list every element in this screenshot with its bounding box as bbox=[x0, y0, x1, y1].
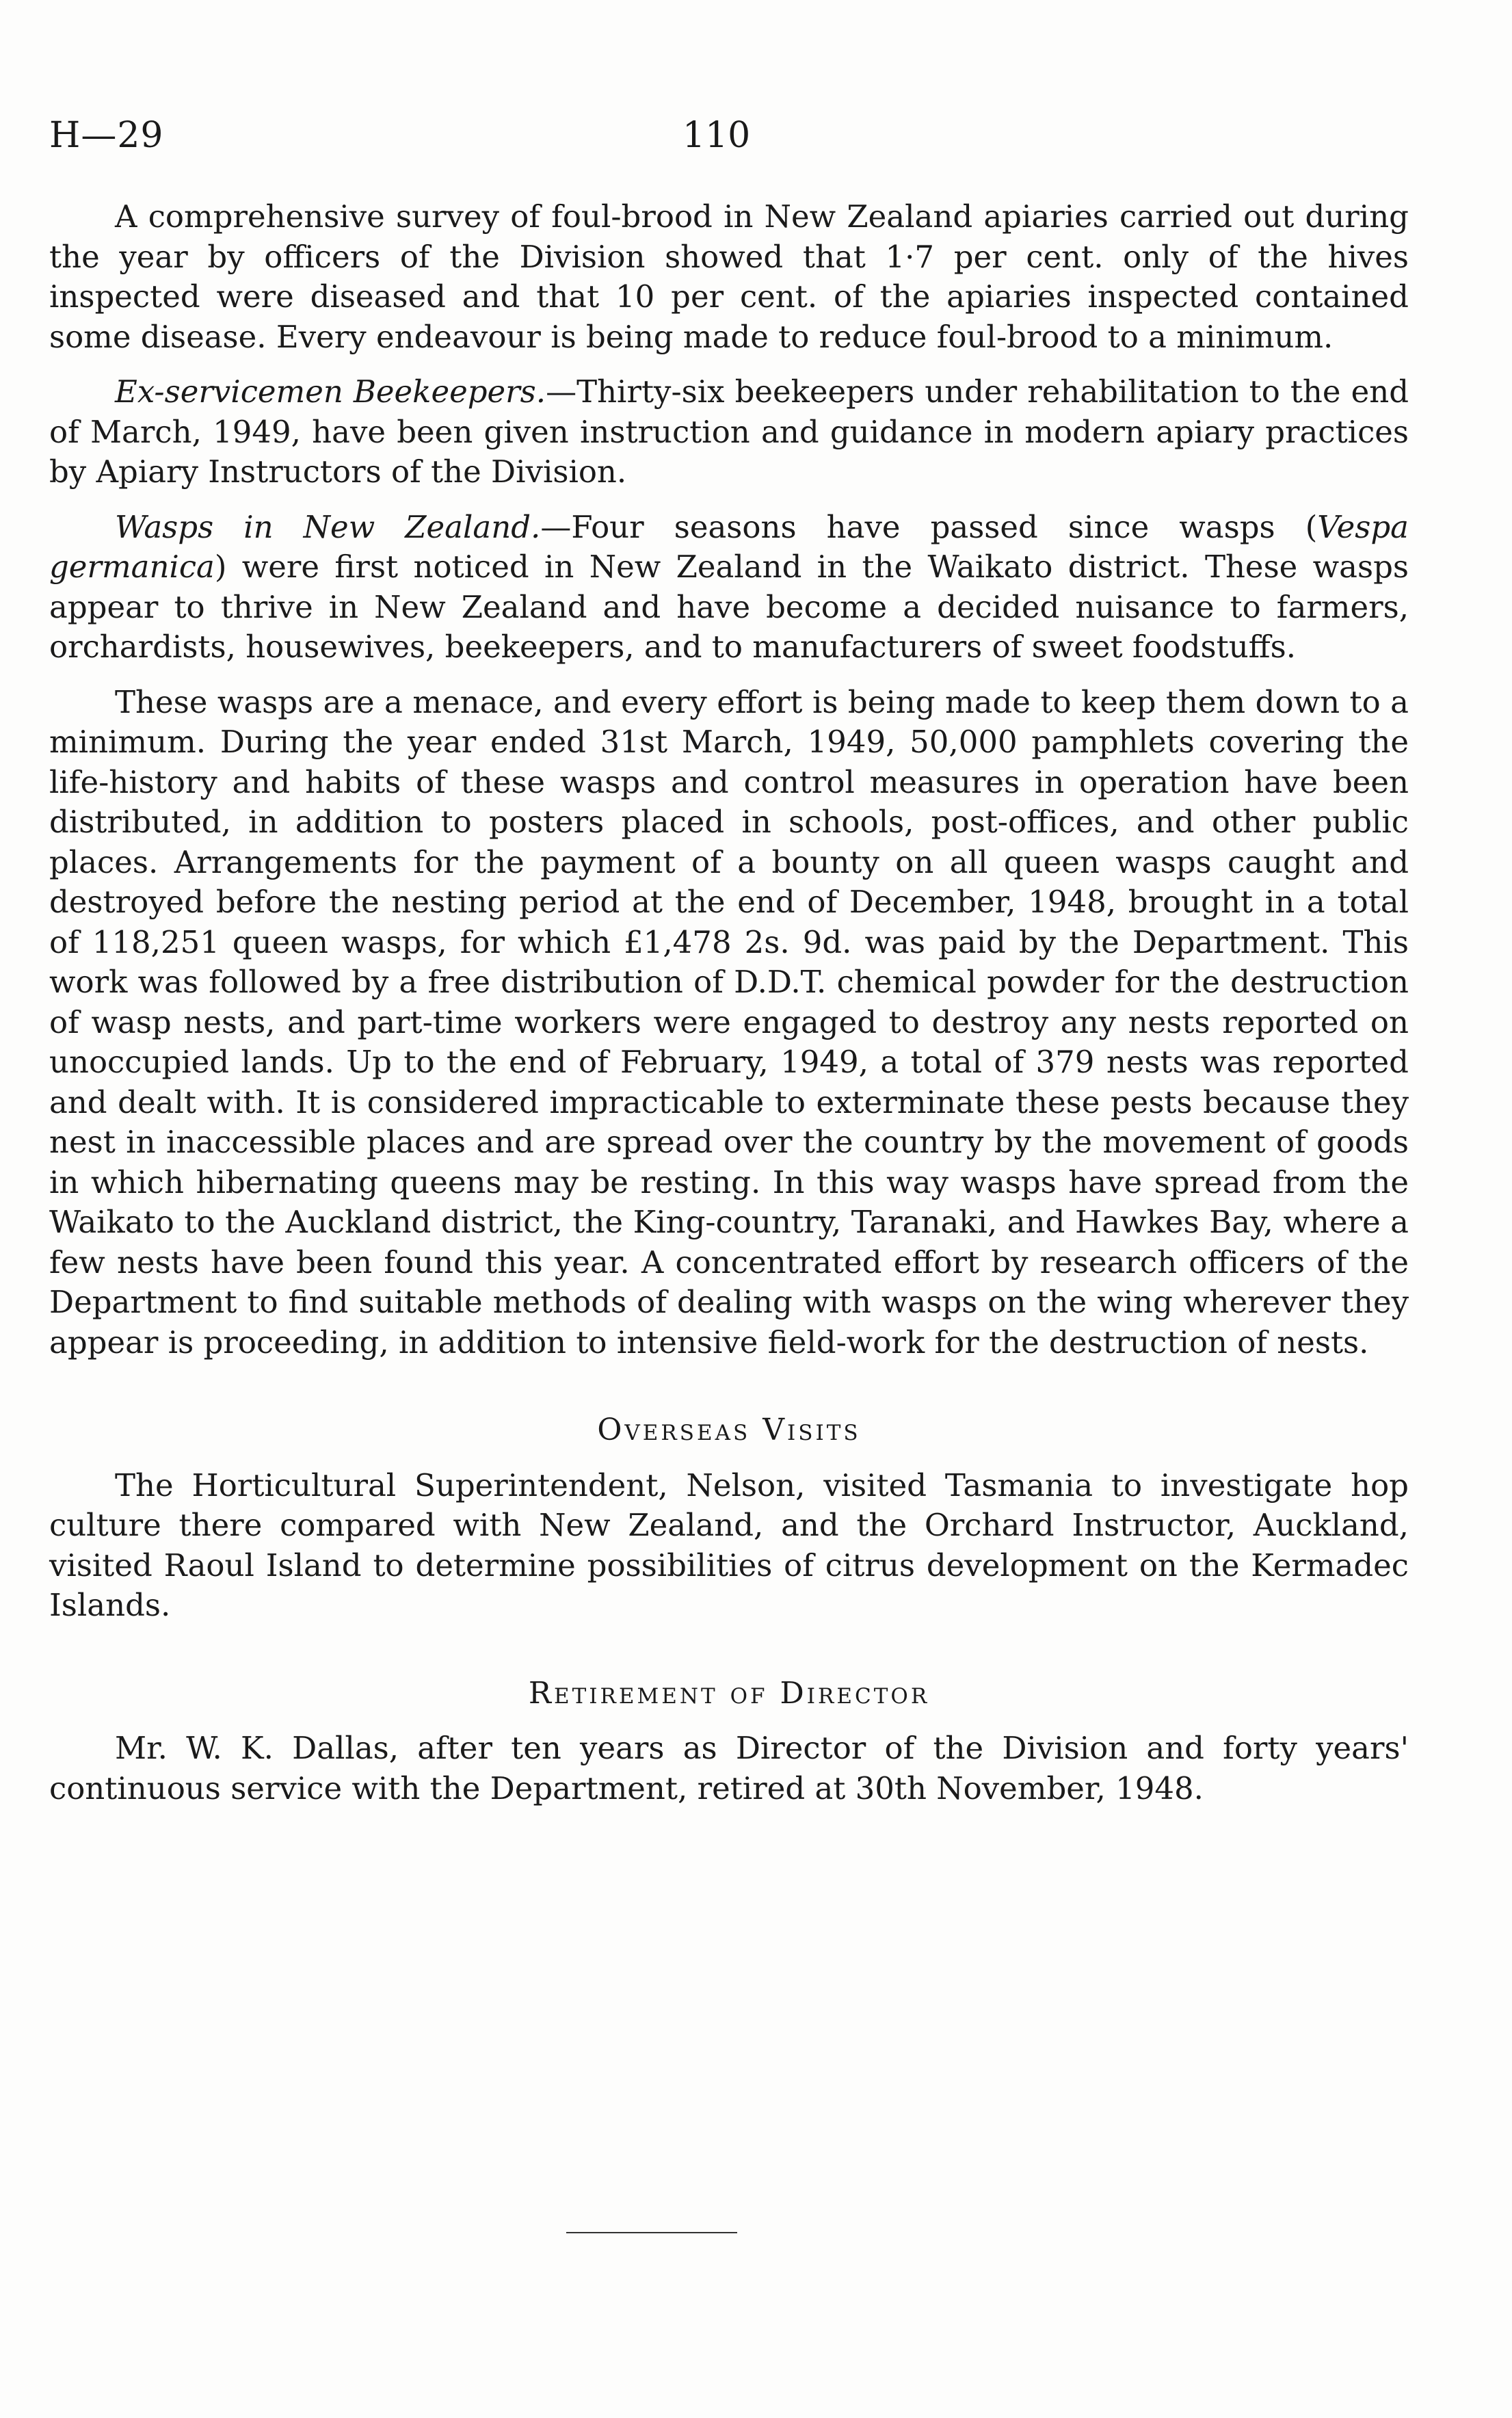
paragraph-retirement: Mr. W. K. Dallas, after ten years as Director of the Division and forty years' continuous service with the Department, retired at 30th November, 1948. bbox=[49, 1730, 1409, 1806]
run-in-heading: Wasps in New Zealand. bbox=[115, 508, 541, 545]
section-heading-overseas: Overseas Visits bbox=[597, 1412, 861, 1447]
document-reference: H—29 bbox=[49, 115, 164, 156]
paragraph-foul-brood: A comprehensive survey of foul-brood in New Zealand apiaries carried out during the year by officers of the Division showed that 1·7 per cent. only of the hives inspected were diseased and that 10 per cent. of the apiaries inspected contained some disease. Every endeavour is being made to reduce foul-brood to a minimum. bbox=[49, 198, 1409, 355]
paragraph-overseas: The Horticultural Superintendent, Nelson, visited Tasmania to investigate hop culture there compared with New Zealand, and the Orchard Instructor, Auckland, visited Raoul Island to determine possibilities of citrus development on the Kermadec Islands. bbox=[49, 1467, 1409, 1623]
paragraph-text: —Four seasons have passed since wasps ( bbox=[540, 508, 1318, 545]
paragraph-text: ) were first noticed in New Zealand in the Waikato district. These wasps appear to thrive in New Zealand and have become a decided nuisance to farmers, orchardists, housewives, beekeepers, and to manufacturers of sweet foodstuffs. bbox=[49, 549, 1409, 665]
paragraph-text: —Thirty-six beekeepers under rehabilitation to the end of March, 1949, have been given instruction and guidance in modern apiary practices by Apiary Instructors of the Division. bbox=[49, 373, 1409, 490]
run-in-heading: Ex-servicemen Beekeepers. bbox=[115, 373, 546, 410]
body-text bbox=[49, 197, 1409, 1824]
section-heading-retirement: Retirement of Director bbox=[528, 1675, 930, 1711]
paragraph-wasps-control: These wasps are a menace, and every effort is being made to keep them down to a minimum. During the year ended 31st March, 1949, 50,000 pamphlets covering the life-history and habits of these wasps and control measures in operation have been distributed, in addition to posters placed in schools, post-offices, and other public places. Arrangements for the payment of a bounty on all queen wasps caught and destroyed before the nesting period at the end of December, 1948, brought in a total of 118,251 queen wasps, for which £1,478 2s. 9d. was paid by the Department. This work was followed by a free distribution of D.D.T. chemical powder for the destruction of wasp nests, and part-time workers were engaged to destroy any nests reported on unoccupied lands. Up to the end of February, 1949, a total of 379 nests was reported and dealt with. It is considered impracticable to exterminate these pests because they nest in inaccessible places and are spread over the country by the movement of goods in which hibernating queens may be resting. In this way wasps have spread from the Waikato to the Auckland district, the King-country, Taranaki, and Hawkes Bay, where a few nests have been found this year. A concentrated effort by research officers of the Department to find suitable methods of dealing with wasps on the wing wherever they appear is proceeding, in addition to intensive field-work for the destruction of nests. bbox=[49, 683, 1409, 1361]
species-name: Vespa germanica bbox=[49, 508, 1409, 585]
paragraph-wasps-intro bbox=[49, 508, 1409, 668]
page-number: 110 bbox=[682, 115, 751, 156]
closing-rule bbox=[566, 2232, 737, 2233]
paragraph-ex-servicemen bbox=[49, 372, 1409, 492]
